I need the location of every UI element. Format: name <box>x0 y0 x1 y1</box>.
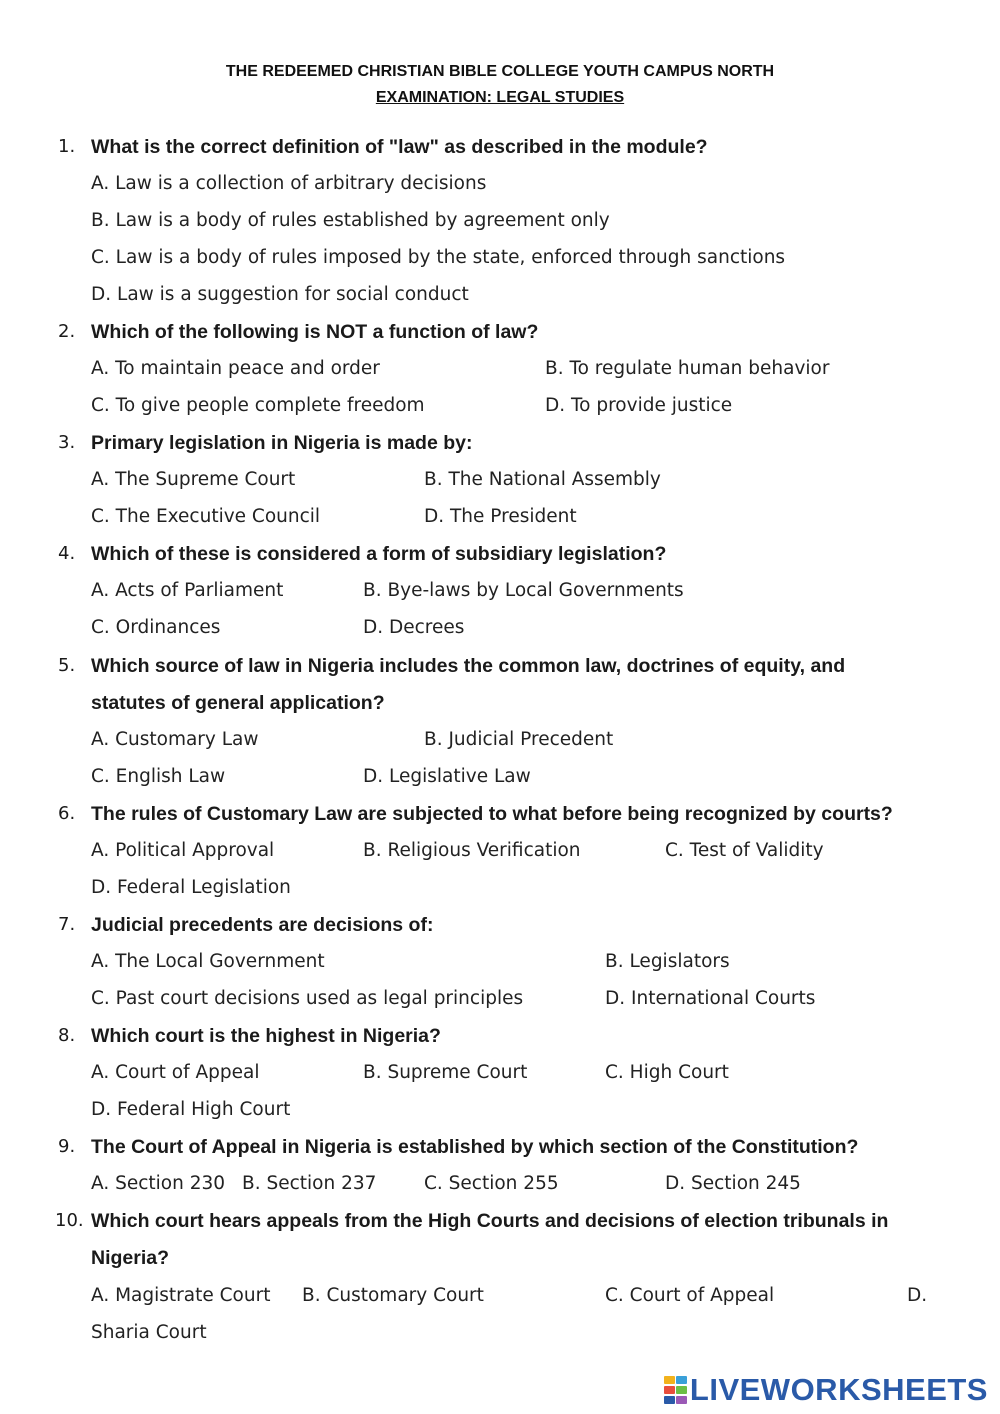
option[interactable]: B. Legislators <box>605 951 730 972</box>
question-text: Which court hears appeals from the High Courts and decisions of election tribunals in <box>91 1210 889 1232</box>
question-number: 5. <box>58 655 76 676</box>
question-text: Which source of law in Nigeria includes the common law, doctrines of equity, and <box>91 655 846 677</box>
question-text: Which of the following is NOT a function of law? <box>91 321 539 343</box>
question-number: 4. <box>58 543 76 564</box>
question-text: The rules of Customary Law are subjected to what before being recognized by courts? <box>91 803 893 825</box>
option[interactable]: D. Decrees <box>363 617 465 638</box>
option[interactable]: D. Federal High Court <box>91 1099 291 1120</box>
liveworksheets-logo-icon <box>664 1376 688 1404</box>
option[interactable]: D. To provide justice <box>545 395 733 416</box>
option[interactable]: A. Magistrate Court <box>91 1285 271 1306</box>
option[interactable]: C. The Executive Council <box>91 506 321 527</box>
option[interactable]: B. Judicial Precedent <box>424 729 614 750</box>
option[interactable]: A. Law is a collection of arbitrary decisions <box>91 173 487 194</box>
option[interactable]: C. Law is a body of rules imposed by the state, enforced through sanctions <box>91 247 786 268</box>
option[interactable]: C. High Court <box>605 1062 729 1083</box>
question-number: 1. <box>58 136 76 157</box>
option[interactable]: A. Section 230 <box>91 1173 226 1194</box>
option[interactable]: C. English Law <box>91 766 226 787</box>
option[interactable]: D. Section 245 <box>665 1173 801 1194</box>
question-number: 6. <box>58 803 76 824</box>
option[interactable]: A. Court of Appeal <box>91 1062 260 1083</box>
option-letter[interactable]: D. <box>907 1285 928 1306</box>
option[interactable]: A. Acts of Parliament <box>91 580 284 601</box>
question-number: 7. <box>58 914 76 935</box>
option[interactable]: A. The Local Government <box>91 951 325 972</box>
question-number: 9. <box>58 1136 76 1157</box>
option[interactable]: B. Law is a body of rules established by agreement only <box>91 210 610 231</box>
option[interactable]: B. Religious Verification <box>363 840 581 861</box>
option[interactable]: A. The Supreme Court <box>91 469 296 490</box>
question-text: The Court of Appeal in Nigeria is established by which section of the Constitution? <box>91 1136 859 1158</box>
question-text: Primary legislation in Nigeria is made by: <box>91 432 473 454</box>
question-number: 8. <box>58 1025 76 1046</box>
option[interactable]: C. Section 255 <box>424 1173 559 1194</box>
option[interactable]: Sharia Court <box>91 1322 207 1343</box>
option[interactable]: D. Federal Legislation <box>91 877 291 898</box>
question-text: Judicial precedents are decisions of: <box>91 914 434 936</box>
option[interactable]: C. Ordinances <box>91 617 221 638</box>
option[interactable]: B. Bye-laws by Local Governments <box>363 580 684 601</box>
question-number: 3. <box>58 432 76 453</box>
option[interactable]: B. Supreme Court <box>363 1062 528 1083</box>
option[interactable]: C. Past court decisions used as legal principles <box>91 988 524 1009</box>
option[interactable]: D. Law is a suggestion for social conduct <box>91 284 469 305</box>
option[interactable]: D. International Courts <box>605 988 816 1009</box>
option[interactable]: C. Court of Appeal <box>605 1285 775 1306</box>
question-text: Which of these is considered a form of subsidiary legislation? <box>91 543 667 565</box>
exam-title: EXAMINATION: LEGAL STUDIES <box>375 89 625 106</box>
option[interactable]: B. The National Assembly <box>424 469 661 490</box>
question-number: 10. <box>55 1210 84 1231</box>
option[interactable]: A. To maintain peace and order <box>91 358 380 379</box>
option[interactable]: B. Section 237 <box>242 1173 377 1194</box>
question-text-continued: statutes of general application? <box>91 692 385 714</box>
option[interactable]: C. To give people complete freedom <box>91 395 425 416</box>
institution-title: THE REDEEMED CHRISTIAN BIBLE COLLEGE YOUTH CAMPUS NORTH <box>225 63 775 80</box>
option[interactable]: A. Political Approval <box>91 840 275 861</box>
option[interactable]: D. Legislative Law <box>363 766 531 787</box>
option[interactable]: A. Customary Law <box>91 729 259 750</box>
option[interactable]: D. The President <box>424 506 577 527</box>
liveworksheets-logo-text: LIVEWORKSHEETS <box>689 1372 988 1407</box>
liveworksheets-logo <box>664 1372 988 1408</box>
option[interactable]: B. Customary Court <box>302 1285 484 1306</box>
question-text: Which court is the highest in Nigeria? <box>91 1025 441 1047</box>
question-number: 2. <box>58 321 76 342</box>
question-text-continued: Nigeria? <box>91 1247 170 1269</box>
question-text: What is the correct definition of "law" as described in the module? <box>91 136 708 158</box>
option[interactable]: B. To regulate human behavior <box>545 358 830 379</box>
option[interactable]: C. Test of Validity <box>665 840 824 861</box>
